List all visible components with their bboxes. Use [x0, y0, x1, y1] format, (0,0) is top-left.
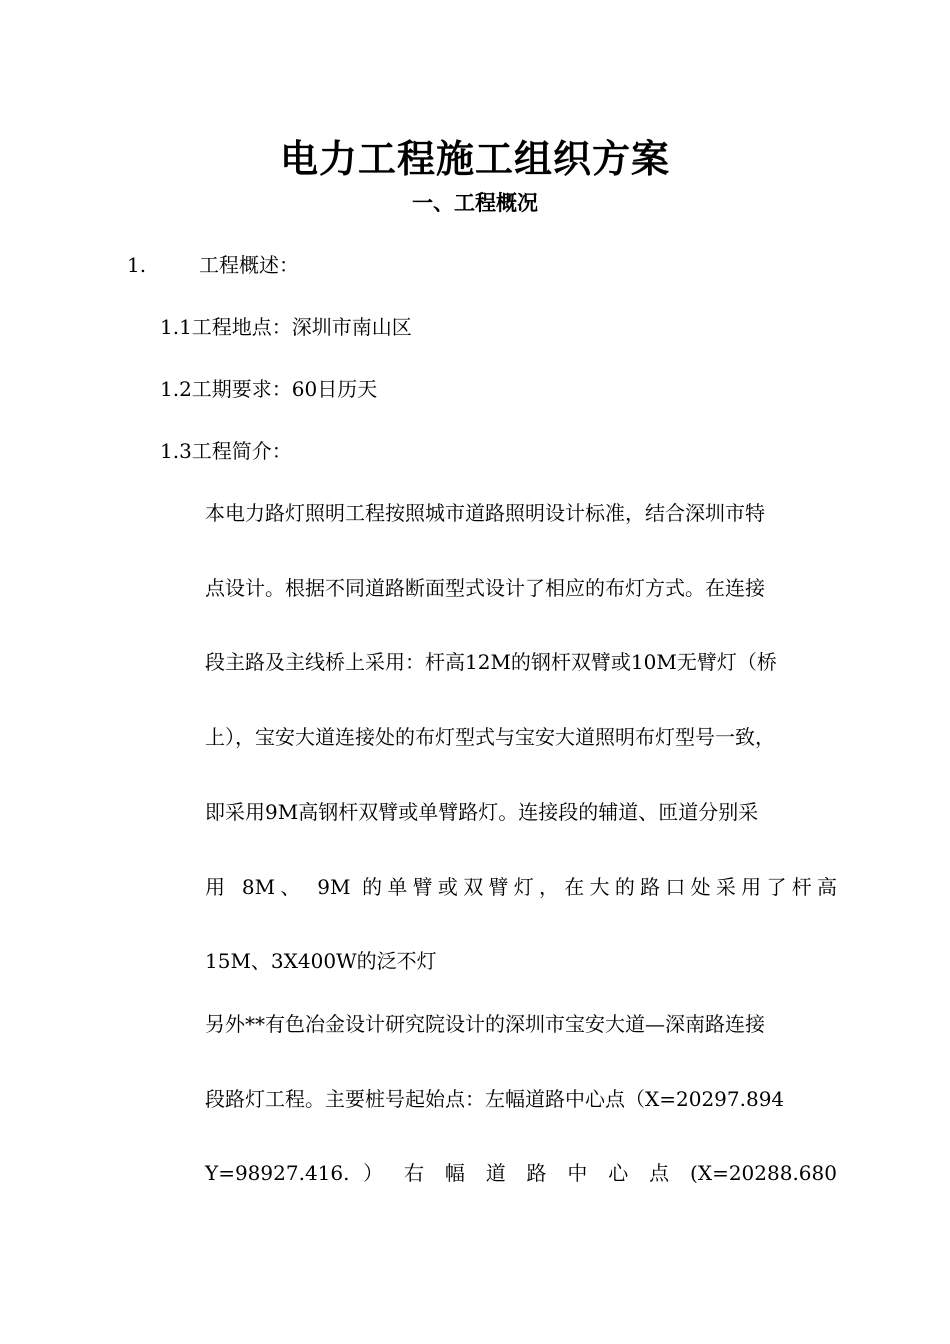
section-heading: 一、工程概况	[412, 191, 538, 215]
paragraph1-line: 段主路及主线桥上采用：杆高12M的钢杆双臂或10M无臂灯（桥	[205, 650, 777, 674]
paragraph1-line: 上），宝安大道连接处的布灯型式与宝安大道照明布灯型号一致，	[205, 725, 775, 749]
paragraph2-line: Y=98927.416. ） 右 幅 道 路 中 心 点 (X=20288.680	[205, 1161, 837, 1185]
item-intro: 1.3工程简介：	[160, 439, 292, 463]
document-title: 电力工程施工组织方案	[279, 137, 670, 181]
paragraph1-line: 点设计。根据不同道路断面型式设计了相应的布灯方式。在连接	[205, 576, 765, 600]
paragraph1-line: 用 8M、 9M 的单臂或双臂灯，在大的路口处采用了杆高	[205, 875, 837, 899]
item-location: 1.1工程地点：深圳市南山区	[160, 315, 412, 339]
paragraph1-line: 即采用9M高钢杆双臂或单臂路灯。连接段的辅道、匝道分别采	[205, 800, 759, 824]
overview-label: 工程概述：	[199, 253, 299, 277]
overview-number: 1.	[127, 253, 147, 277]
paragraph2-line: 段路灯工程。主要桩号起始点：左幅道路中心点（X=20297.894	[205, 1087, 785, 1111]
paragraph1-line: 15M、3X400W的泛不灯	[205, 949, 437, 973]
paragraph2-line: 另外**有色冶金设计研究院设计的深圳市宝安大道—深南路连接	[205, 1012, 765, 1036]
paragraph1-line: 本电力路灯照明工程按照城市道路照明设计标准，结合深圳市特	[205, 501, 765, 525]
overview-heading	[127, 251, 299, 279]
item-duration: 1.2工期要求：60日历天	[160, 377, 378, 401]
